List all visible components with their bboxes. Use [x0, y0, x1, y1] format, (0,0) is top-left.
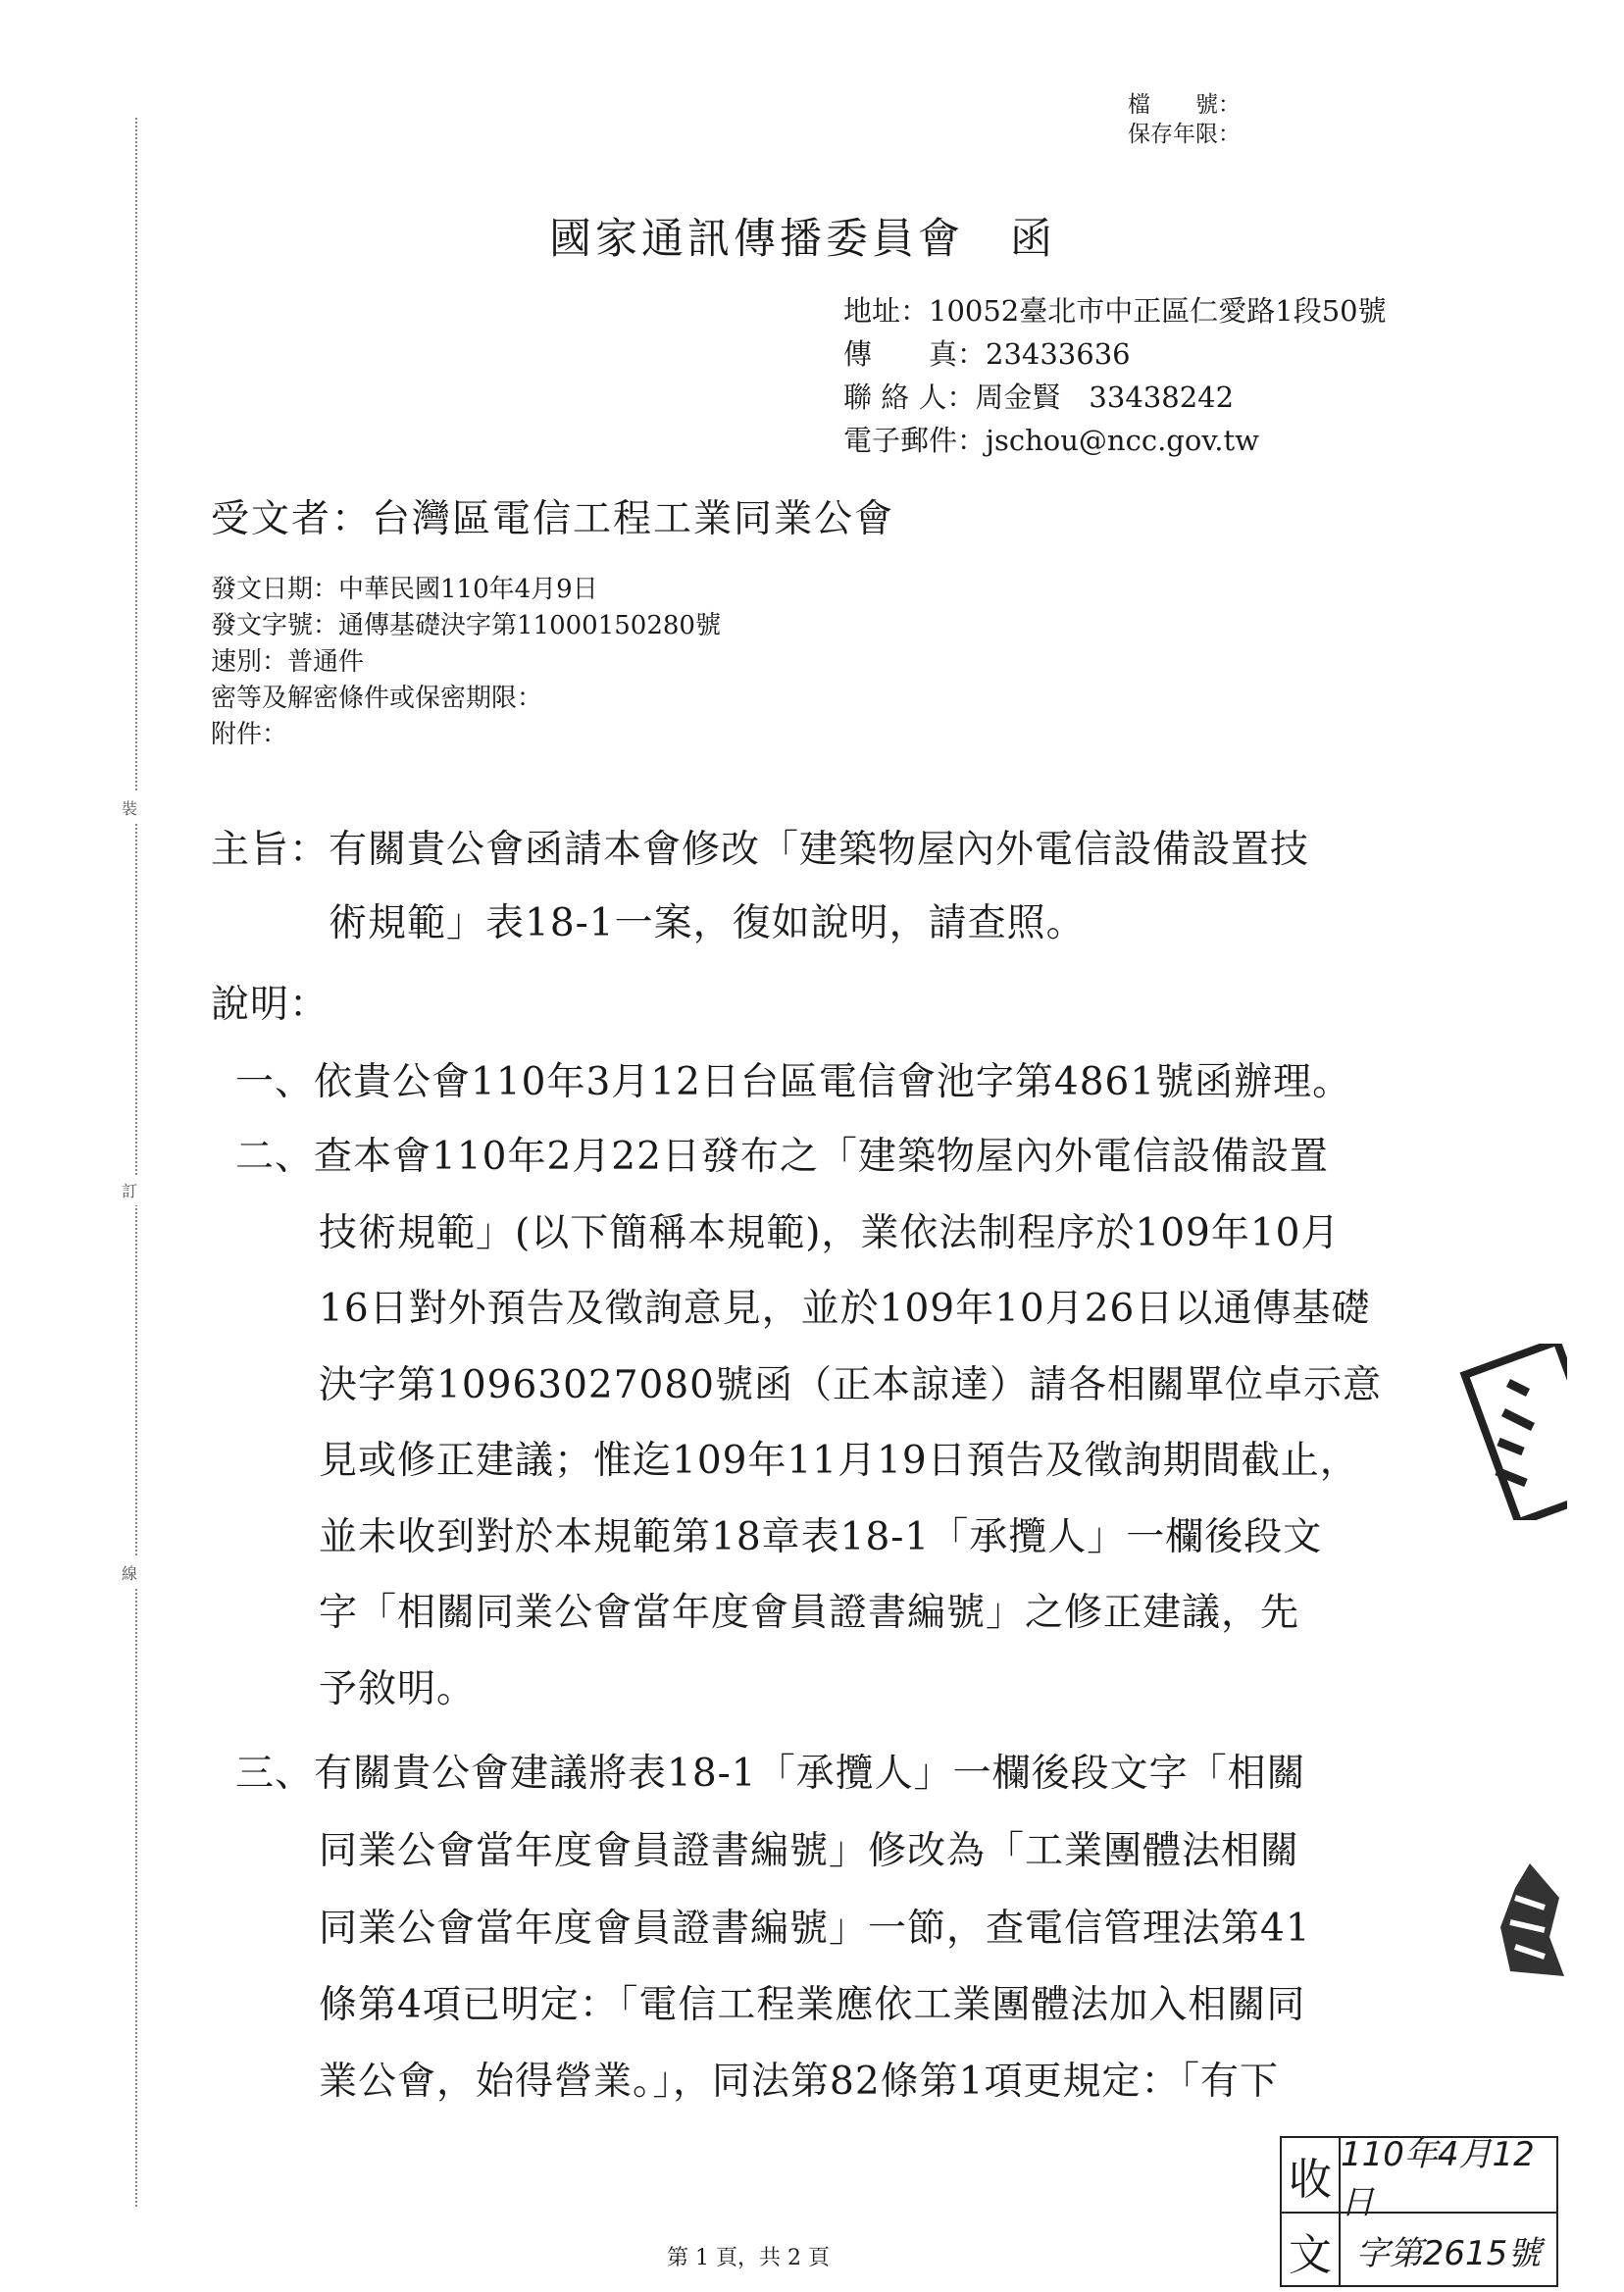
meta-doc-no: 發文字號：通傳基礎決字第11000150280號 — [211, 611, 721, 640]
subject-line-1: 主旨：有關貴公會函請本會修改「建築物屋內外電信設備設置技 — [211, 828, 1310, 872]
receipt-stamp-date: 110年4月12日 — [1341, 2134, 1535, 2222]
sender-contact: 聯 絡 人：周金賢 33438242 — [843, 381, 1235, 414]
sender-email: 電子郵件：jschou@ncc.gov.tw — [843, 424, 1259, 457]
item-3-line: 業公會，始得營業。」，同法第82條第1項更規定：「有下 — [319, 2060, 1279, 2104]
meta-secrecy: 密等及解密條件或保密期限： — [211, 684, 543, 713]
page-footer: 第 1 頁，共 2 頁 — [667, 2246, 830, 2270]
item-2-line: 予敘明。 — [319, 1667, 477, 1711]
item-2-line: 字「相關同業公會當年度會員證書編號」之修正建議，先 — [319, 1591, 1300, 1635]
item-2-line: 並未收到對於本規範第18章表18-1「承攬人」一欄後段文 — [319, 1515, 1323, 1559]
receipt-stamp-number: 字第2615號 — [1341, 2212, 1556, 2287]
item-2-line: 二、查本會110年2月22日發布之「建築物屋內外電信設備設置 — [235, 1135, 1329, 1179]
archive-file-no: 檔 號： — [1128, 92, 1241, 118]
archive-info — [1128, 90, 1241, 149]
receipt-stamp — [1280, 2136, 1558, 2287]
explanation-label: 說明： — [211, 983, 330, 1027]
recipient-line: 受文者：台灣區電信工程工業同業公會 — [211, 497, 895, 541]
official-seal-fragment — [1449, 1344, 1567, 1520]
archive-retention: 保存年限： — [1128, 122, 1241, 147]
sender-block — [843, 289, 1387, 462]
official-seal-fragment-2 — [1491, 1859, 1569, 1986]
meta-speed: 速別：普通件 — [211, 647, 365, 677]
binding-mark-top: 裝 — [122, 792, 137, 823]
item-3-line: 三、有關貴公會建議將表18-1「承攬人」一欄後段文字「相關 — [235, 1752, 1306, 1796]
document-title: 國家通訊傳播委員會 函 — [549, 215, 1056, 264]
meta-date: 發文日期：中華民國110年4月9日 — [211, 575, 598, 604]
item-1: 一、依貴公會110年3月12日台區電信會池字第4861號函辦理。 — [235, 1060, 1352, 1104]
binding-mark-bottom: 線 — [122, 1557, 137, 1588]
item-2-line: 決字第10963027080號函（正本諒達）請各相關單位卓示意 — [319, 1363, 1382, 1407]
item-3-line: 條第4項已明定：「電信工程業應依工業團體法加入相關同 — [319, 1983, 1306, 2027]
receipt-stamp-recv: 收 — [1282, 2138, 1341, 2212]
meta-attachment: 附件： — [211, 720, 288, 749]
item-3-line: 同業公會當年度會員證書編號」一節，查電信管理法第41 — [319, 1907, 1311, 1951]
binding-margin-line — [135, 118, 137, 2207]
receipt-stamp-doc: 文 — [1282, 2212, 1341, 2287]
document-meta — [211, 572, 721, 753]
item-2-line: 見或修正建議；惟迄109年11月19日預告及徵詢期間截止， — [319, 1439, 1359, 1483]
sender-fax: 傳 真：23433636 — [843, 337, 1131, 371]
item-2-line: 技術規範」(以下簡稱本規範)，業依法制程序於109年10月 — [319, 1211, 1341, 1255]
item-3-line: 同業公會當年度會員證書編號」修改為「工業團體法相關 — [319, 1829, 1300, 1873]
item-2-line: 16日對外預告及徵詢意見，並於109年10月26日以通傳基礎 — [319, 1287, 1371, 1331]
sender-address: 地址：10052臺北市中正區仁愛路1段50號 — [843, 294, 1387, 328]
binding-mark-middle: 訂 — [122, 1175, 137, 1205]
subject-line-2: 術規範」表18-1一案，復如說明，請查照。 — [329, 901, 1086, 945]
